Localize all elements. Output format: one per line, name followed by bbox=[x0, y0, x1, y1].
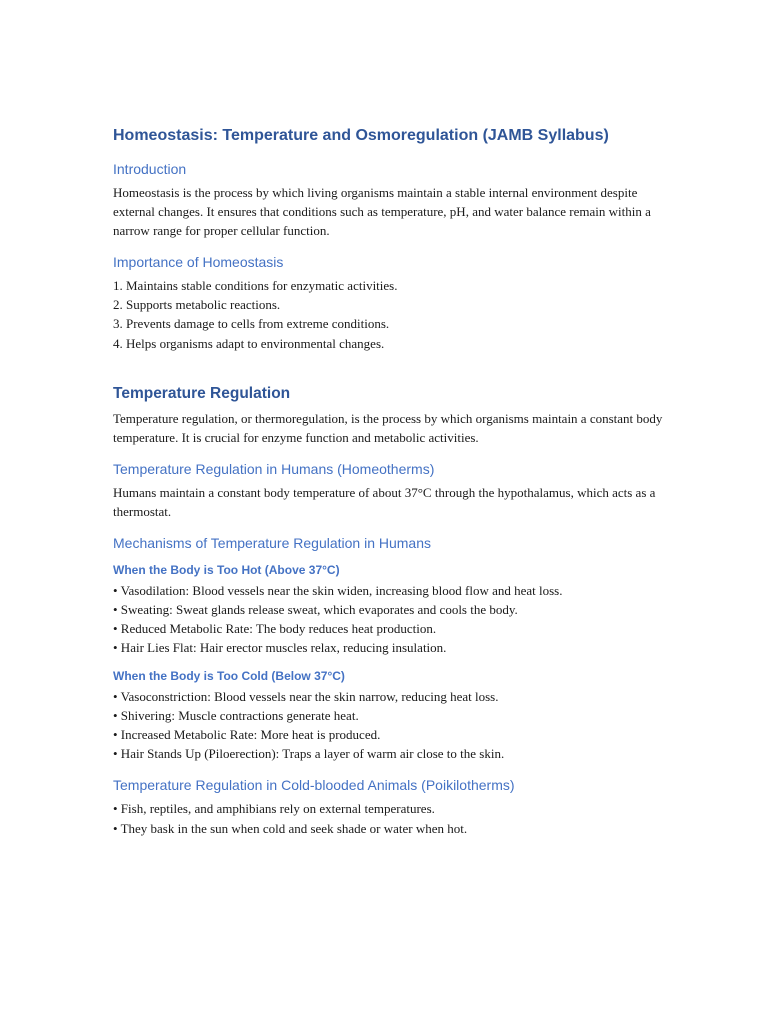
list-item: • Increased Metabolic Rate: More heat is produced. bbox=[113, 727, 381, 743]
list-item: • They bask in the sun when cold and seek shade or water when hot. bbox=[113, 820, 468, 836]
list-item: • Sweating: Sweat glands release sweat, which evaporates and cools the body. bbox=[113, 602, 518, 618]
list-item: 1. Maintains stable conditions for enzymatic activities. bbox=[113, 278, 398, 293]
humans-section bbox=[113, 460, 673, 521]
cold-blooded-heading: Temperature Regulation in Cold-blooded Animals (Poikilotherms) bbox=[113, 777, 515, 794]
temperature-regulation-text: Temperature regulation, or thermoregulation, is the process by which organisms maintain a constant body temperature. It is crucial for enzyme function and metabolic activities. bbox=[113, 410, 663, 445]
list-item: • Vasodilation: Blood vessels near the skin widen, increasing blood flow and heat loss. bbox=[113, 582, 563, 598]
importance-list bbox=[113, 276, 673, 353]
importance-section bbox=[113, 253, 673, 353]
introduction-section bbox=[113, 160, 673, 240]
importance-heading: Importance of Homeostasis bbox=[113, 254, 284, 270]
list-item: 2. Supports metabolic reactions. bbox=[113, 297, 281, 313]
list-item: 4. Helps organisms adapt to environmental changes. bbox=[113, 335, 385, 351]
humans-heading: Temperature Regulation in Humans (Homeotherms) bbox=[113, 460, 435, 477]
too-hot-heading: When the Body is Too Hot (Above 37°C) bbox=[113, 562, 340, 577]
list-item: 3. Prevents damage to cells from extreme conditions. bbox=[113, 316, 390, 332]
list-item: • Fish, reptiles, and amphibians rely on external temperatures. bbox=[113, 801, 435, 817]
mechanisms-section bbox=[113, 534, 673, 764]
too-hot-subsection bbox=[113, 562, 673, 658]
mechanisms-heading: Mechanisms of Temperature Regulation in Humans bbox=[113, 534, 432, 551]
list-item: • Reduced Metabolic Rate: The body reduces heat production. bbox=[113, 621, 437, 637]
temperature-regulation-section bbox=[113, 384, 673, 447]
list-item: • Hair Lies Flat: Hair erector muscles relax, reducing insulation. bbox=[113, 640, 447, 656]
introduction-heading: Introduction bbox=[113, 161, 187, 177]
too-cold-list bbox=[113, 687, 673, 764]
cold-blooded-list bbox=[113, 799, 673, 837]
list-item: • Hair Stands Up (Piloerection): Traps a layer of warm air close to the skin. bbox=[113, 746, 505, 762]
too-hot-list bbox=[113, 581, 673, 658]
too-cold-heading: When the Body is Too Cold (Below 37°C) bbox=[113, 668, 345, 683]
list-item: • Vasoconstriction: Blood vessels near the skin narrow, reducing heat loss. bbox=[113, 688, 499, 704]
humans-text: Humans maintain a constant body temperature of about 37°C through the hypothalamus, which acts as a thermostat. bbox=[113, 484, 656, 519]
too-cold-subsection bbox=[113, 668, 673, 764]
list-item: • Shivering: Muscle contractions generate heat. bbox=[113, 707, 359, 723]
introduction-text: Homeostasis is the process by which living organisms maintain a stable internal environment despite external changes. It ensures that conditions such as temperature, pH, and water balance remain within a narrow range for proper cellular function. bbox=[113, 185, 651, 238]
document-body bbox=[113, 126, 673, 838]
cold-blooded-section bbox=[113, 776, 673, 837]
document-title: Homeostasis: Temperature and Osmoregulation (JAMB Syllabus) bbox=[113, 127, 609, 144]
temperature-regulation-heading: Temperature Regulation bbox=[113, 384, 291, 402]
